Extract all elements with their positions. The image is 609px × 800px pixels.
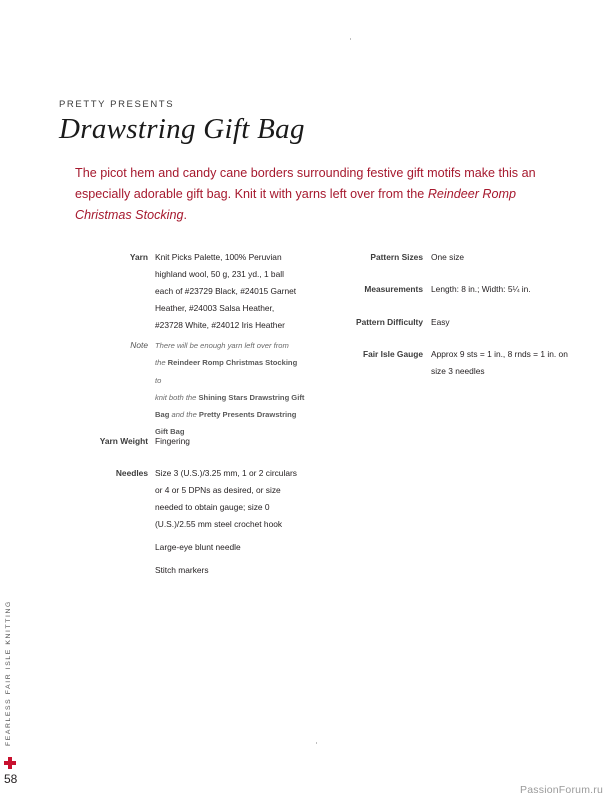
note-bold-text: Shining Stars Drawstring Gift bbox=[198, 392, 305, 402]
note-line: the Reindeer Romp Christmas Stocking to bbox=[155, 358, 298, 385]
intro-end: . bbox=[183, 208, 187, 222]
spec-label-pattern-sizes: Pattern Sizes bbox=[370, 252, 423, 262]
spec-label-pattern-difficulty: Pattern Difficulty bbox=[355, 317, 423, 327]
page-number: 58 bbox=[4, 772, 18, 786]
spec-label-needles: Needles bbox=[115, 468, 148, 478]
book-title-vertical: FEARLESS FAIR ISLE KNITTING bbox=[5, 600, 12, 746]
page-title: Drawstring Gift Bag bbox=[59, 113, 305, 145]
needles-line: or 4 or 5 DPNs as desired, or size bbox=[155, 485, 281, 495]
scan-speck bbox=[350, 38, 351, 40]
note-line: Bag and the Pretty Presents Drawstring bbox=[155, 410, 297, 420]
note-line: knit both the Shining Stars Drawstring Gift bbox=[155, 392, 305, 402]
needles-extra: Large-eye blunt needle bbox=[155, 542, 241, 552]
yarn-line: #23728 White, #24012 Iris Heather bbox=[155, 320, 285, 330]
spec-value-pattern-difficulty: Easy bbox=[431, 317, 450, 327]
spec-value-note bbox=[155, 337, 305, 441]
spec-label-yarn: Yarn bbox=[129, 252, 148, 262]
note-bold-text: Pretty Presents Drawstring bbox=[198, 410, 297, 420]
note-bold-text: Bag bbox=[155, 410, 170, 420]
watermark: PassionForum.ru bbox=[520, 784, 603, 796]
intro-paragraph bbox=[75, 163, 575, 226]
needles-line: Size 3 (U.S.)/3.25 mm, 1 or 2 circulars bbox=[155, 468, 297, 478]
spec-label-fair-isle-gauge: Fair Isle Gauge bbox=[362, 349, 423, 359]
needles-line: (U.S.)/2.55 mm steel crochet hook bbox=[155, 519, 283, 529]
note-bold-text: Reindeer Romp Christmas Stocking bbox=[167, 358, 298, 368]
spec-value-yarn bbox=[155, 249, 305, 334]
note-line: There will be enough yarn left over from bbox=[155, 341, 289, 350]
spec-label-note: Note bbox=[130, 340, 148, 350]
note-bold-text: Gift Bag bbox=[155, 427, 185, 437]
yarn-line: highland wool, 50 g, 231 yd., 1 ball bbox=[155, 269, 284, 279]
yarn-line: Heather, #24003 Salsa Heather, bbox=[155, 303, 275, 313]
intro-link-text: Reindeer Romp Christmas Stocking bbox=[75, 187, 517, 222]
section-label: PRETTY PRESENTS bbox=[59, 99, 175, 110]
spec-value-pattern-sizes: One size bbox=[431, 252, 465, 262]
gauge-line: Approx 9 sts = 1 in., 8 rnds = 1 in. on bbox=[431, 349, 568, 359]
red-cross-icon bbox=[4, 757, 16, 769]
scan-speck bbox=[316, 742, 317, 744]
spec-value-measurements: Length: 8 in.; Width: 5¼ in. bbox=[431, 284, 531, 294]
spec-value-needles bbox=[155, 465, 305, 579]
yarn-line: each of #23729 Black, #24015 Garnet bbox=[155, 286, 297, 296]
spec-value-fair-isle-gauge bbox=[431, 346, 596, 380]
spec-label-yarn-weight: Yarn Weight bbox=[99, 436, 148, 446]
needles-line: needed to obtain gauge; size 0 bbox=[155, 502, 270, 512]
needles-extra: Stitch markers bbox=[155, 565, 209, 575]
spec-value-yarn-weight: Fingering bbox=[155, 436, 190, 446]
yarn-line: Knit Picks Palette, 100% Peruvian bbox=[155, 252, 282, 262]
intro-text: The picot hem and candy cane borders surrounding festive gift motifs make this an especially adorable gift bag. Knit it with yarns left over from the bbox=[75, 166, 536, 201]
spec-label-measurements: Measurements bbox=[364, 284, 423, 294]
gauge-line: size 3 needles bbox=[431, 366, 485, 376]
